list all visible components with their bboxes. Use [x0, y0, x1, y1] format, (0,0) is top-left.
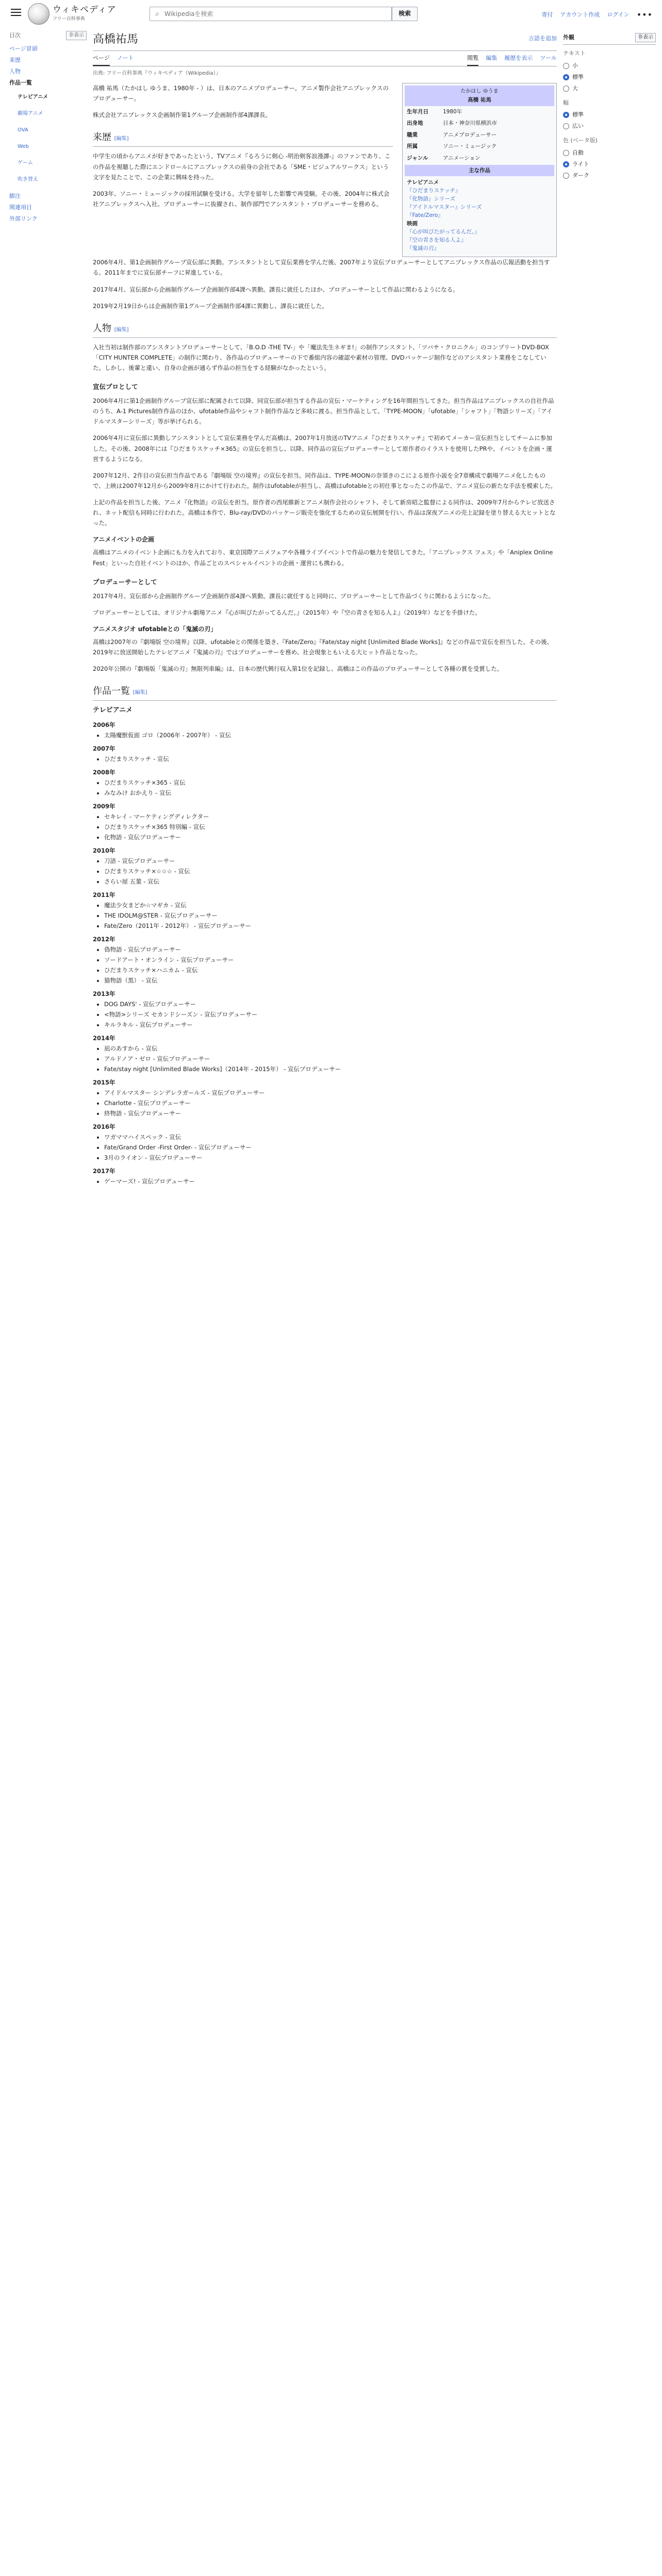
personal-tools: [541, 8, 653, 22]
work-item[interactable]: • アルドノア・ゼロ - 宣伝プロデューサー: [104, 1054, 557, 1064]
infobox-label: 出身地: [407, 120, 423, 127]
appearance-option[interactable]: [563, 109, 656, 121]
appearance-option[interactable]: [563, 170, 656, 181]
tab-history[interactable]: 履歴を表示: [504, 55, 533, 62]
subheading-promo: 宣伝プロとして: [93, 383, 138, 391]
infobox-works-category: 映画: [407, 221, 418, 227]
infobox-work-link[interactable]: 『化物語』シリーズ: [407, 196, 455, 202]
history-paragraph: 2019年2月19日からは企画制作第1グループ企画制作部4課に異動し、課長に就任した。: [93, 302, 328, 310]
work-item[interactable]: • Charlotte - 宣伝プロデューサー: [104, 1098, 557, 1108]
edit-link[interactable]: [編集]: [114, 327, 129, 333]
appearance-option[interactable]: [563, 72, 656, 83]
toc-item[interactable]: 劇場アニメ: [18, 111, 43, 116]
login-link[interactable]: ログイン: [607, 11, 630, 18]
infobox-row: [405, 129, 554, 141]
work-item[interactable]: • 偽物語 - 宣伝プロデューサー: [104, 944, 557, 955]
infobox-work-link[interactable]: 『鬼滅の刃』: [407, 245, 439, 252]
infobox-value: 日本・神奈川県横浜市: [443, 120, 497, 127]
subheading-producer: プロデューサーとして: [93, 578, 157, 586]
infobox-row: [405, 117, 554, 129]
works-year: 2008年: [93, 768, 115, 776]
appearance-group-label: 色 (ベータ版): [563, 137, 598, 144]
page-tabs: [93, 53, 557, 66]
appearance-option-label: 標準: [572, 73, 584, 80]
infobox-value: ソニー・ミュージック: [443, 143, 497, 150]
work-item[interactable]: • ひだまりスケッチ - 宣伝: [104, 754, 557, 764]
toc-item[interactable]: [9, 77, 87, 89]
infobox-header: [405, 86, 554, 106]
work-item[interactable]: • THE IDOLM@STER - 宣伝プロデューサー: [104, 910, 557, 921]
toc-link[interactable]: 脚注: [9, 193, 21, 199]
works-year-list: [93, 900, 557, 931]
toc-item[interactable]: ゲーム: [18, 160, 33, 166]
toc-hide-button[interactable]: 非表示: [66, 31, 87, 40]
top-header: [0, 0, 662, 27]
infobox-works: [405, 176, 554, 255]
infobox-work-link[interactable]: 『心が叫びたがってるんだ。』: [407, 229, 480, 235]
article-body: [93, 83, 557, 1187]
toc-link[interactable]: 関連項目: [9, 204, 32, 211]
add-language-button[interactable]: 言語を追加: [528, 35, 557, 42]
history-paragraph: 2006年4月、第1企画制作グループ宣伝部に異動。アシスタントとして宣伝業務を学んだ後、2007年より宣伝プロデューサーとしてアニプレックス作品の広報活動を担当する。2011年までに宣伝部チーフに昇進している。: [93, 259, 550, 277]
person-paragraph: 入社当初は制作部のアシスタントプロデューサーとして、「B.O.D -THE TV-」や「魔法先生ネギま!」の制作アシスタント、「ツバサ・クロニクル」のコンプリートDVD-BOX「CITY HUNTER COMPLETE」の制作に関わり、各作品のプロデューサーの下で番組内容の確認や素材の管理、DVDパッケージ制作などのアシスタント業務をこなしていた。しかし、後輩と違い、自身の企画が通らず作品の担当をする経験がなかったという。: [93, 343, 549, 371]
main-menu-icon[interactable]: [9, 6, 23, 19]
section-heading-works: 作品一覧 [編集]: [93, 684, 557, 701]
work-item[interactable]: • ソードアート・オンライン - 宣伝プロデューサー: [104, 955, 557, 965]
donate-link[interactable]: 寄付: [541, 11, 553, 18]
main-content: [93, 31, 557, 1187]
toc-item[interactable]: [9, 66, 87, 77]
appearance-option-label: 標準: [572, 111, 584, 118]
works-year: 2009年: [93, 802, 115, 810]
toc-item[interactable]: Web: [18, 144, 29, 149]
infobox-works-header: 主な作品: [405, 165, 554, 176]
wordmark-tagline: フリー百科事典: [53, 16, 85, 22]
infobox-reading: たかはし ゆうま: [460, 89, 499, 94]
toc-item[interactable]: 吹き替え: [18, 177, 38, 182]
work-item[interactable]: • アイドルマスター シンデレラガールズ - 宣伝プロデューサー: [104, 1088, 557, 1098]
work-item[interactable]: • 猫物語（黒） - 宣伝: [104, 975, 557, 986]
radio-icon[interactable]: [563, 123, 569, 129]
section-heading-history: 来歴 [編集]: [93, 130, 393, 147]
infobox-label: 職業: [407, 131, 418, 138]
wordmark-title: ウィキペディア: [53, 5, 117, 15]
tab-talk[interactable]: ノート: [117, 55, 134, 62]
works-year-list: [93, 1176, 557, 1187]
works-year-list: [93, 1132, 557, 1163]
works-year: 2017年: [93, 1167, 115, 1175]
appearance-option-label: 小: [572, 62, 578, 69]
appearance-panel: [563, 31, 656, 181]
appearance-option[interactable]: [563, 147, 656, 159]
infobox-value: アニメプロデューサー: [443, 131, 497, 138]
work-item[interactable]: • セキレイ - マーケティングディレクター: [104, 811, 557, 822]
appearance-option-label: 大: [572, 84, 578, 92]
radio-icon[interactable]: [563, 173, 569, 179]
promo-paragraph: 2006年4月に第1企画制作グループ宣伝部に配属されて以降、同宣伝部が担当する作品の宣伝・マーケティングを16年間担当してきた。担当作品はアニプレックスの自社作品のうち、A-1 Pictures制作作品のほか、ufotable作品やシャフト制作作品など多岐に渡る。担当作品として、「TYPE-MOON」「ufotable」「シャフト」「物語シリーズ」「アイドルマスターシリーズ」等が挙げられる。: [93, 397, 554, 426]
work-item[interactable]: • ひだまりスケッチ×365 特別編 - 宣伝: [104, 822, 557, 832]
toc-link[interactable]: 来歴: [9, 57, 21, 63]
subheading-anime-events: アニメイベントの企画: [93, 536, 155, 544]
wordmark[interactable]: [53, 4, 117, 23]
appearance-option-label: 自動: [572, 149, 584, 156]
ufotable-paragraph: 高橋は2007年の『劇場版 空の境界』以降、ufotableとの関係を築き、『Fate/Zero』『Fate/stay night [Unlimited Blade Works]』などの作品で宣伝を担当した。その後、2019年に放送開始したテレビアニメ『鬼滅の刃』ではプロデューサーを務め、社会現象ともいえる大ヒット作品となった。: [93, 638, 553, 656]
tab-read[interactable]: 閲覧: [467, 54, 478, 66]
works-year: 2014年: [93, 1034, 115, 1042]
infobox-row: [405, 106, 554, 117]
toc-title: 目次: [9, 32, 21, 39]
works-year: 2007年: [93, 744, 115, 752]
toc-link[interactable]: 作品一覧: [9, 79, 32, 86]
appearance-option[interactable]: [563, 60, 656, 72]
more-options-icon[interactable]: •••: [636, 10, 653, 20]
works-year: 2006年: [93, 721, 115, 728]
work-item[interactable]: • Fate/stay night [Unlimited Blade Works]（2014年 - 2015年） - 宣伝プロデューサー: [104, 1064, 557, 1074]
appearance-group-label: 幅: [563, 99, 569, 106]
work-item[interactable]: • ワガママハイスペック - 宣伝: [104, 1132, 557, 1142]
works-year-list: [93, 777, 557, 798]
work-item[interactable]: • 3月のライオン - 宣伝プロデューサー: [104, 1153, 557, 1163]
works-year: 2016年: [93, 1123, 115, 1130]
work-item[interactable]: • ゲーマーズ! - 宣伝プロデューサー: [104, 1176, 557, 1187]
infobox-work-link[interactable]: 『ひだまりスケッチ』: [407, 188, 461, 194]
work-item[interactable]: • 刀語 - 宣伝プロデューサー: [104, 856, 557, 866]
promo-paragraph: 2007年12月、2作目の宣伝担当作品である『劇場版 空の境界』の宣伝を担当。同作品は、TYPE-MOONの奈須きのこによる原作小説を全7章構成で劇場アニメ化したもので、上映は2007年12月から2009年8月にかけて行われた。制作はufotableが担当し、高橋はufotableとの初仕事となったこの作品で、アニメ宣伝の新たな手法を模索した。: [93, 471, 556, 489]
infobox-work-link[interactable]: 『アイドルマスター』シリーズ: [407, 204, 482, 211]
works-year: 2010年: [93, 846, 115, 854]
radio-icon[interactable]: [563, 74, 569, 80]
toc-item[interactable]: [9, 213, 87, 225]
work-item[interactable]: • <物語>シリーズ セカンドシーズン - 宣伝プロデューサー: [104, 1009, 557, 1020]
toc-item[interactable]: テレビアニメ: [18, 94, 48, 100]
search-button[interactable]: 検索: [392, 7, 418, 21]
radio-icon[interactable]: [563, 63, 569, 69]
producer-paragraph: 2017年4月、宣伝部から企画制作グループ企画制作部4課へ異動。課長に就任すると同時に、プロデューサーとして作品づくりに関わるようになった。: [93, 592, 494, 600]
work-item[interactable]: • Fate/Zero（2011年 - 2012年） - 宣伝プロデューサー: [104, 921, 557, 931]
works-year-list: [93, 811, 557, 842]
appearance-option[interactable]: [563, 83, 656, 94]
tab-page[interactable]: ページ: [93, 54, 110, 66]
toc-sidebar: [9, 31, 87, 225]
ufotable-paragraph: 2020年公開の『劇場版「鬼滅の刃」無限列車編』は、日本の歴代興行収入第1位を記録し、高橋はこの作品のプロデューサーとして各種の賞を受賞した。: [93, 665, 503, 672]
work-item[interactable]: • みなみけ おかえり - 宣伝: [104, 788, 557, 798]
toc-link[interactable]: 外部リンク: [9, 215, 38, 222]
toc-list: [9, 43, 87, 225]
tab-edit[interactable]: 編集: [486, 55, 498, 62]
works-list: [93, 705, 557, 1187]
works-year: 2012年: [93, 935, 115, 943]
page-title: 高橋祐馬: [93, 31, 557, 51]
works-year-list: [93, 730, 557, 740]
wikipedia-logo[interactable]: [28, 3, 49, 25]
search-icon: ⌕: [155, 9, 159, 18]
edit-link[interactable]: [編集]: [114, 136, 129, 142]
anime-paragraph: 高橋はアニメのイベント企画にも力を入れており、東京国際アニメフェアや各種ライブイベントで作品の魅力を発信してきた。「アニプレックス フェス」や「Aniplex Online Fest」といった自社イベントのほか、作品ごとのスペシャルイベントの企画・運営にも携わる。: [93, 549, 553, 567]
toc-item[interactable]: OVA: [18, 127, 28, 133]
work-item[interactable]: • 化物語 - 宣伝プロデューサー: [104, 832, 557, 842]
search-input[interactable]: [164, 10, 391, 18]
works-year-list: [93, 856, 557, 887]
infobox-row: [405, 152, 554, 164]
appearance-option-label: ダーク: [572, 172, 589, 179]
works-year-list: [93, 1088, 557, 1118]
infobox-value: 1980年: [443, 109, 462, 115]
appearance-group-label: テキスト: [563, 50, 586, 57]
work-item[interactable]: • 太陽魔獣仮面 ゴロ（2006年 - 2007年） - 宣伝: [104, 730, 557, 740]
infobox: [402, 83, 557, 257]
appearance-option[interactable]: [563, 121, 656, 132]
producer-paragraph: プロデューサーとしては、オリジナル劇場アニメ『心が叫びたがってるんだ。』（2015年）や『空の青さを知る人よ』（2019年）などを手掛けた。: [93, 608, 481, 616]
tab-tools[interactable]: ツール: [540, 55, 557, 62]
section-heading-person: 人物 [編集]: [93, 321, 557, 338]
infobox-name: 高橋 祐馬: [468, 97, 491, 103]
works-year-list: [93, 944, 557, 986]
promo-paragraph: 2006年4月に宣伝部に異動しアシスタントとして宣伝業務を学んだ高橋は、2007年1月放送のTVアニメ『ひだまりスケッチ』で初めてメーカー宣伝担当としてチームに参加した。その後、2008年には『ひだまりスケッチ×365』の宣伝を担当し、以降、同作品の宣伝プロデューサーとして原作者のイラストを使用したPRや、イベントを企画・運営するようになる。: [93, 434, 552, 463]
toc-item[interactable]: [9, 43, 87, 55]
history-paragraph: 2003年、ソニー・ミュージックの採用試験を受ける。大学を留年した影響で再受験。その後、2004年に株式会社アニプレックスへ入社。プロデューサーに抜擢され、制作部門でアシスタント・プロデューサーを務める。: [93, 190, 390, 208]
infobox-label: 生年月日: [407, 109, 428, 115]
infobox-label: ジャンル: [407, 155, 428, 161]
appearance-option-label: ライト: [572, 160, 589, 167]
history-paragraph: 2017年4月、宣伝部から企画制作グループ企画制作部4課へ異動。課長に就任したほか、プロデューサーとして作品に関わるようになる。: [93, 285, 459, 293]
radio-icon[interactable]: [563, 112, 569, 118]
infobox-work-link[interactable]: 『空の青さを知る人よ』: [407, 237, 467, 244]
lead-paragraph: 株式会社アニプレックス企画制作第1グループ企画制作部4課課長。: [93, 111, 271, 119]
work-item[interactable]: • キルラキル - 宣伝プロデューサー: [104, 1020, 557, 1030]
toc-link[interactable]: ページ冒頭: [9, 45, 38, 52]
search-box: [150, 7, 392, 21]
infobox-works-category: テレビアニメ: [407, 179, 439, 186]
infobox-table: [405, 106, 554, 164]
edit-link[interactable]: [編集]: [133, 690, 147, 696]
radio-icon[interactable]: [563, 150, 569, 156]
works-year-list: [93, 754, 557, 764]
work-item[interactable]: • DOG DAYS' - 宣伝プロデューサー: [104, 999, 557, 1009]
appearance-option[interactable]: [563, 159, 656, 170]
work-item[interactable]: • ひだまりスケッチ×365 - 宣伝: [104, 777, 557, 788]
toc-link[interactable]: 人物: [9, 68, 21, 75]
works-year: 2011年: [93, 891, 115, 899]
create-account-link[interactable]: アカウント作成: [560, 11, 600, 18]
radio-icon[interactable]: [563, 161, 569, 167]
works-year: 2013年: [93, 990, 115, 997]
works-year-list: [93, 1043, 557, 1074]
promo-paragraph: 上記の作品を担当した後、アニメ『化物語』の宣伝を担当。原作者の西尾維新とアニメ制作会社のシャフト、そして新房昭之監督による同作は、2009年7月からテレビ放送され、ネット配信も同時に行われた。高橋は本作で、Blu-ray/DVDのパッケージ販売を強化するための宣伝展開を行い、作品は深夜アニメの売上記録を塗り替える大ヒットとなった。: [93, 499, 556, 527]
work-item[interactable]: • さらい屋 五葉 - 宣伝: [104, 876, 557, 887]
work-item[interactable]: • 魔法少女まどか☆マギカ - 宣伝: [104, 900, 557, 910]
article-source-note: 出典: フリー百科事典『ウィキペディア（Wikipedia）』: [93, 71, 221, 76]
work-item[interactable]: • Fate/Grand Order -First Order- - 宣伝プロデューサー: [104, 1142, 557, 1153]
works-year: 2015年: [93, 1078, 115, 1086]
toc-item[interactable]: [9, 202, 87, 213]
infobox-row: [405, 141, 554, 152]
appearance-hide-button[interactable]: 非表示: [635, 33, 656, 42]
subheading-ufotable: アニメスタジオ ufotableとの「鬼滅の刃」: [93, 625, 217, 633]
work-item[interactable]: • ひだまりスケッチ×ハニカム - 宣伝: [104, 965, 557, 975]
toc-item[interactable]: [9, 55, 87, 66]
work-item[interactable]: • ひだまりスケッチ×☆☆☆ - 宣伝: [104, 866, 557, 876]
history-paragraph: 中学生の頃からアニメが好きであったという。TVアニメ『るろうに剣心 -明治剣客浪漫譚-』のファンであり、この作品を視聴した際にエンドロールにアニプレックスの前身の会社である「SME・ビジュアルワークス」という文字を見たことで、この企業に興味を持った。: [93, 152, 391, 181]
subheading-tv-anime: テレビアニメ: [93, 706, 133, 715]
infobox-value: アニメーション: [443, 155, 481, 161]
work-item[interactable]: • 終物語 - 宣伝プロデューサー: [104, 1108, 557, 1118]
toc-item[interactable]: [9, 191, 87, 202]
radio-icon[interactable]: [563, 86, 569, 92]
appearance-title: 外観: [563, 34, 574, 41]
lead-paragraph: 高橋 祐馬（たかはし ゆうま、1980年 - ）は、日本のアニメプロデューサー。アニメ製作会社アニプレックスのプロデューサー。: [93, 84, 389, 103]
works-year-list: [93, 999, 557, 1030]
infobox-work-link[interactable]: 『Fate/Zero』: [407, 212, 443, 219]
work-item[interactable]: • 凪のあすから - 宣伝: [104, 1043, 557, 1054]
infobox-label: 所属: [407, 143, 418, 150]
appearance-option-label: 広い: [572, 123, 584, 130]
